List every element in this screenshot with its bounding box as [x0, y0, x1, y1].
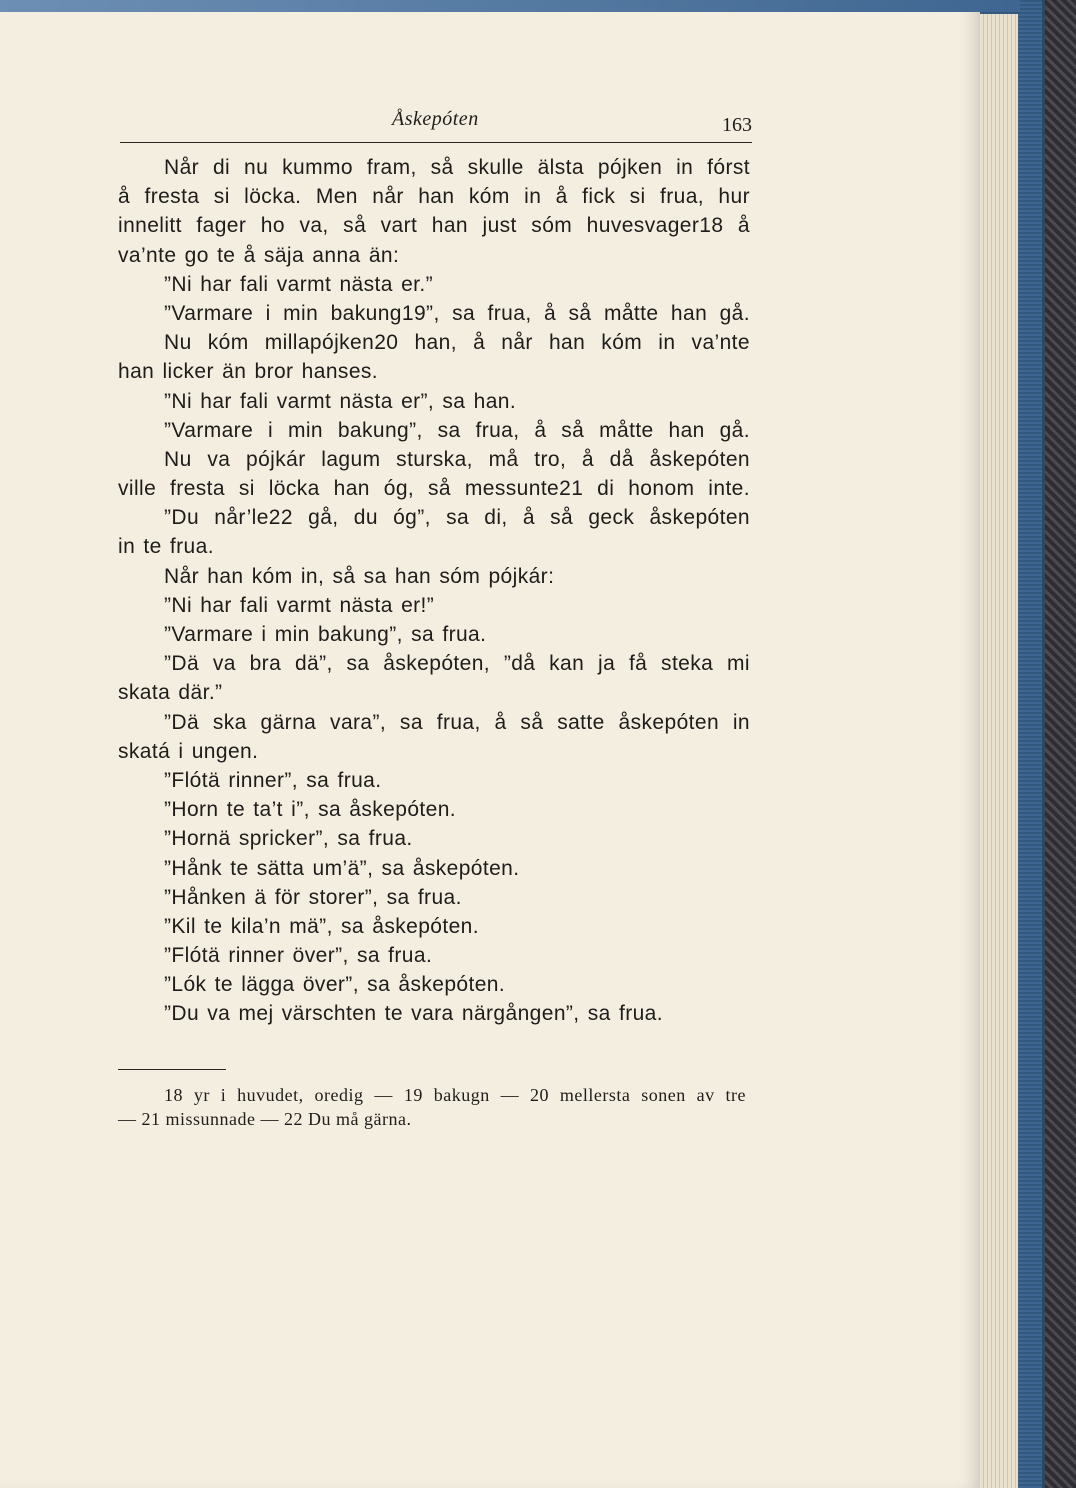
body-text [118, 153, 750, 1029]
text-line: ville fresta si löcka han óg, så messunte21 di honom inte. [118, 477, 750, 501]
footnote-line: 18 yr i huvudet, oredig — 19 bakugn — 20 mellersta sonen av tre [164, 1085, 746, 1105]
text-line: ”Hornä spricker”, sa frua. [164, 827, 413, 851]
footnote-divider [118, 1069, 226, 1070]
page-header [120, 106, 752, 143]
text-line: ”Kil te kila’n mä”, sa åskepóten. [164, 914, 479, 938]
text-line: ”Ni har fali varmt nästa er.” [164, 272, 434, 296]
footnote-line: — 21 missunnade — 22 Du må gärna. [118, 1109, 412, 1129]
text-line: ”Du når’le22 gå, du óg”, sa di, å så geck åskepóten [164, 506, 750, 530]
text-line: ”Hånken ä för storer”, sa frua. [164, 885, 462, 909]
text-line: in te frua. [118, 535, 214, 559]
text-line: Nu kóm millapójken20 han, å når han kóm in va’nte [164, 331, 750, 355]
text-line: ”Varmare i min bakung”, sa frua, å så måtte han gå. [164, 418, 750, 442]
text-line: ”Dä ska gärna vara”, sa frua, å så satte åskepóten in [164, 710, 750, 734]
text-line: ”Dä va bra dä”, sa åskepóten, ”då kan ja få steka mi [164, 652, 750, 676]
text-line: ”Flótä rinner över”, sa frua. [164, 944, 433, 968]
text-line: innelitt fager ho va, så vart han just sóm huvesvager18 å [118, 214, 750, 238]
text-line: Nu va pójkár lagum sturska, må tro, å då åskepóten [164, 447, 750, 471]
text-line: ”Hånk te sätta um’ä”, sa åskepóten. [164, 856, 520, 880]
running-title: Åskepóten [392, 108, 479, 130]
text-line: å fresta si löcka. Men når han kóm in å fick si frua, hur [118, 185, 750, 209]
text-line: Når di nu kummo fram, så skulle älsta pójken in fórst [164, 156, 750, 179]
text-line: va’nte go te å säja anna än: [118, 243, 400, 267]
text-line: han licker än bror hanses. [118, 360, 379, 384]
footnotes [118, 1083, 746, 1131]
text-line: ”Horn te ta’t i”, sa åskepóten. [164, 798, 457, 822]
text-line: skata där.” [118, 681, 223, 705]
text-line: Når han kóm in, så sa han sóm pójkár: [164, 564, 555, 588]
page-number: 163 [722, 114, 752, 136]
text-line: ”Varmare i min bakung”, sa frua. [164, 623, 487, 646]
text-line: ”Flótä rinner”, sa frua. [164, 768, 382, 792]
text-line: ”Du va mej värschten te vara närgången”, sa frua. [164, 1002, 663, 1026]
book-top-edge [0, 0, 1020, 12]
text-line: ”Ni har fali varmt nästa er!” [164, 593, 435, 617]
text-line: ”Lók te lägga över”, sa åskepóten. [164, 973, 506, 997]
text-line: ”Ni har fali varmt nästa er”, sa han. [164, 389, 517, 413]
text-line: skatá i ungen. [118, 739, 259, 763]
text-line: ”Varmare i min bakung19”, sa frua, å så måtte han gå. [164, 301, 750, 325]
